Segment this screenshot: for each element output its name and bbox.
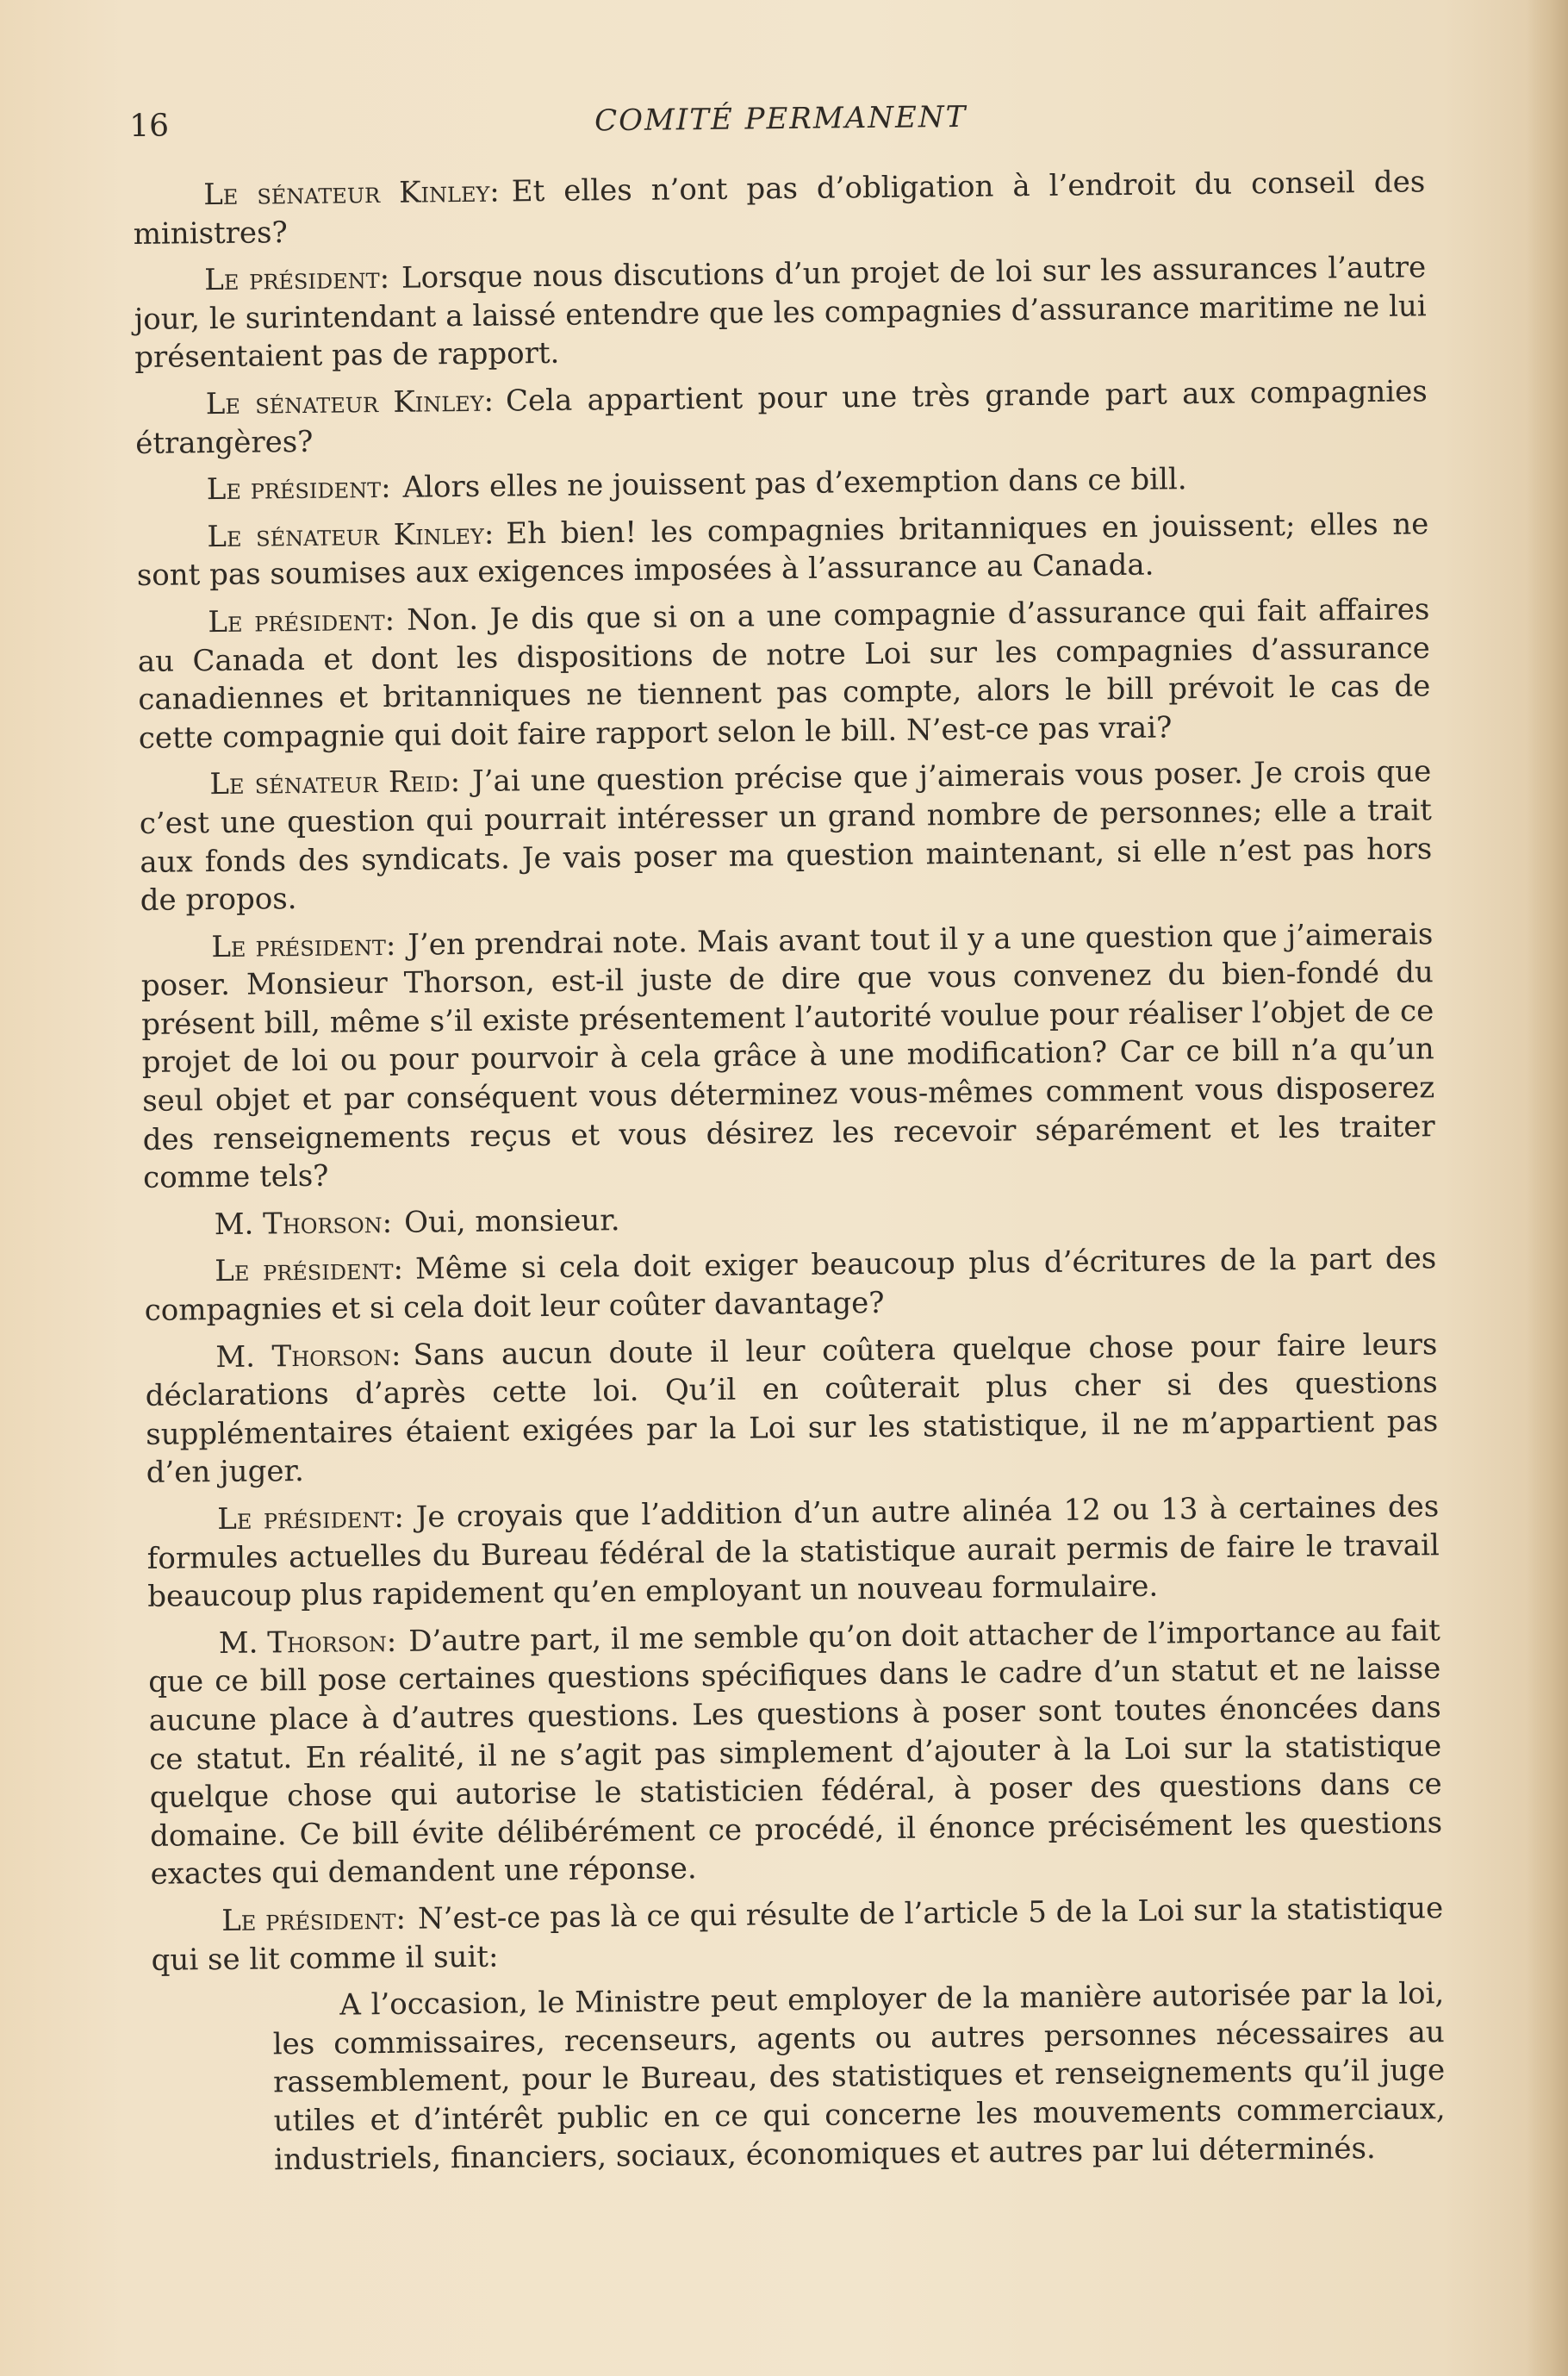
- paragraph: [144, 1193, 1436, 1244]
- paragraph-text: Non. Je dis que si on a une compagnie d’assurance qui fait affaires au Canada et dont les dispositions de notre Loi sur les compagnies d’assurance canadiennes et britanniques ne tiennent pas compte, alors le bill prévoit le cas de cette compagnie qui doit faire rapport selon le bill. N’est-ce pas vrai?: [137, 592, 1431, 756]
- block-quote: A l’occasion, le Ministre peut employer de la manière autorisée par la loi, les commissaires, recenseurs, agents ou autres personnes nécessaires au rassemblement, pour le Bureau, des statistiques et renseignements qu’il juge utiles et d’intérêt public en ce qui concerne les mouvements commerciaux, industriels, financiers, sociaux, économiques et autres par lui déterminés.: [272, 1976, 1446, 2177]
- paragraph: [136, 458, 1428, 509]
- speaker-label: Le président:: [211, 927, 396, 964]
- paragraph-text: Oui, monsieur.: [403, 1202, 620, 1240]
- speaker-label: Le sénateur Kinley:: [205, 384, 495, 422]
- paragraph: [146, 1487, 1440, 1616]
- speaker-label: Le sénateur Reid:: [209, 764, 461, 802]
- paragraph: [136, 505, 1429, 596]
- paragraph: [144, 1240, 1437, 1331]
- speaker-label: Le sénateur Kinley:: [203, 174, 500, 213]
- paragraph-text: Même si cela doit exiger beaucoup plus d’écritures de la part des compagnies et si cela doit leur coûter davantage?: [144, 1241, 1437, 1328]
- speaker-label: M. Thorson:: [215, 1338, 401, 1375]
- paragraph: [133, 163, 1426, 253]
- page-binding-edge: [1527, 0, 1568, 2376]
- paragraph: [134, 248, 1427, 377]
- paragraph: [140, 915, 1435, 1198]
- speaker-label: Le président:: [208, 602, 395, 640]
- speaker-label: Le président:: [217, 1500, 405, 1537]
- paragraph: [151, 1889, 1444, 1980]
- speaker-label: Le président:: [204, 261, 390, 298]
- paragraph: [137, 590, 1431, 758]
- paragraph-text: J’ai une question précise que j’aimerais vous poser. Je crois que c’est une question qui pourrait intéresser un grand nombre de personnes; elle a trait aux fonds des syndicats. Je vais poser ma question maintenant, si elle n’est pas hors de propos.: [139, 754, 1433, 919]
- paragraph: [145, 1325, 1439, 1493]
- speaker-label: Le président:: [206, 471, 391, 508]
- paragraph: [139, 753, 1433, 920]
- paragraph: [148, 1612, 1443, 1894]
- speaker-label: Le sénateur Kinley:: [207, 516, 495, 554]
- page-header: [129, 95, 1422, 160]
- paragraph-text: Cela appartient pour une très grande part aux compagnies étrangères?: [135, 374, 1428, 461]
- paragraph-text: Lorsque nous discutions d’un projet de loi sur les assurances l’autre jour, le surintendant a laissé entendre que les compagnies d’assurance maritime ne lui présentaient pas de rapport.: [134, 250, 1427, 376]
- speaker-label: Le président:: [215, 1252, 404, 1289]
- paragraph-text: Et elles n’ont pas d’obligation à l’endroit du conseil des ministres?: [133, 165, 1426, 252]
- paragraph-text: Alors elles ne jouissent pas d’exemption dans ce bill.: [402, 462, 1187, 505]
- running-head: COMITÉ PERMANENT: [594, 99, 968, 139]
- paragraph-text: J’en prendrai note. Mais avant tout il y a une question que j’aimerais poser. Monsieur Thorson, est-il juste de dire que vous convenez du bien-fondé du présent bill, même s’il existe présentement l’autorité voulue pour réaliser l’objet de ce projet de loi ou pour pourvoir à cela grâce à une modification? Car ce bill n’a qu’un seul objet et par conséquent vous déterminez vous-mêmes comment vous disposerez des renseignements reçus et vous désirez les recevoir séparément et les traiter comme tels?: [140, 916, 1435, 1196]
- paragraph-text: Eh bien! les compagnies britanniques en jouissent; elles ne sont pas soumises aux exigences imposées à l’assurance au Canada.: [136, 507, 1429, 594]
- paragraph-text: N’est-ce pas là ce qui résulte de l’article 5 de la Loi sur la statistique qui se lit comme il suit:: [151, 1891, 1444, 1978]
- paragraph-text: D’autre part, il me semble qu’on doit attacher de l’importance au fait que ce bill pose certaines questions spécifiques dans le cadre d’un statut et ne laisse aucune place à d’autres questions. Les questions à poser sont toutes énoncées dans ce statut. En réalité, il ne s’agit pas simplement d’ajouter à la Loi sur la statistique quelque chose qui autorise le statisticien fédéral, à poser des questions dans ce domaine. Ce bill évite délibérément ce procédé, il énonce précisément les questions exactes qui demandent une réponse.: [148, 1612, 1443, 1893]
- paragraph-text: Sans aucun doute il leur coûtera quelque chose pour faire leurs déclarations d’après cette loi. Qu’il en coûterait plus cher si des questions supplémentaires étaient exigées par la Loi sur les statistique, il ne m’appartient pas d’en juger.: [145, 1326, 1439, 1491]
- speaker-label: Le président:: [221, 1901, 407, 1938]
- speaker-label: M. Thorson:: [214, 1205, 393, 1242]
- page-number: 16: [129, 108, 170, 144]
- paragraph: [135, 372, 1428, 463]
- transcript-body: [133, 163, 1446, 2180]
- speaker-label: M. Thorson:: [218, 1624, 397, 1661]
- paragraph-text: Je croyais que l’addition d’un autre alinéa 12 ou 13 à certaines des formules actuelles du Bureau fédéral de la statistique aurait permis de faire le travail beaucoup plus rapidement qu’en employant un nouveau formulaire.: [146, 1489, 1440, 1615]
